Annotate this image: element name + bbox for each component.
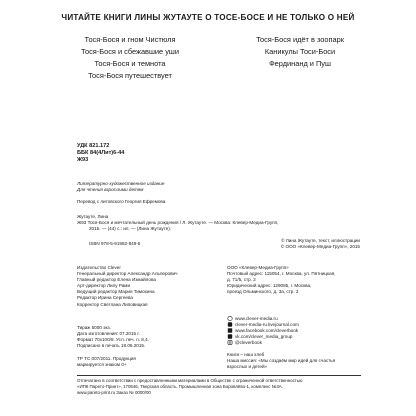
author-mark: Ж93 bbox=[77, 157, 89, 164]
udc-code: УДК 821.172 bbox=[77, 143, 110, 149]
book-title: Фердинанд и Пуш bbox=[269, 59, 331, 68]
instagram-link[interactable]: @cleverbook bbox=[227, 340, 299, 346]
book-title: Тося-Бося и сбежавшие уши bbox=[81, 47, 179, 56]
instagram-icon bbox=[227, 340, 233, 345]
livejournal-link[interactable]: clever-media-ru.livejournal.com bbox=[227, 322, 299, 328]
age-marking: ТР ТС 007/2011. Продукция маркируется знаком 0+ bbox=[77, 356, 136, 368]
facebook-link[interactable]: www.facebook.com/cleverbook bbox=[227, 328, 299, 334]
book-title: Тося-Бося и гном Чистюля bbox=[84, 35, 176, 44]
genre-note: Литературно-художественное издание Для чтения взрослыми детям bbox=[77, 181, 165, 193]
footer-divider bbox=[77, 375, 361, 376]
classification-codes bbox=[77, 143, 124, 165]
publisher-staff: Издательство Clever Генеральный директор Александр Альперович Главный редактор Елена Измайлова Арт-директор Лилу Рами Ведущий редактор Мария Тимохина Редактор Ирина Сергеева Корректор Светлана Липовицкая bbox=[77, 265, 178, 307]
printing-house-note: Отпечатано в соответствии с предоставленными материалами в Обществе с ограниченной ответственностью «ИПК Парето-Принт», 170546, Тверская область, Промышленная зона Боровлёво-1, комплекс №3А. www.pareto-print.ru Заказ № 0000/00 bbox=[77, 378, 303, 396]
copyright-block: © Лина Жутауте, текст, иллюстрации © ООО «Клевер-Медиа-Групп», 2015 bbox=[280, 238, 360, 250]
catalog-card: Жутауте, Лина Ж93 Тося-Бося и мечтательный день рождения / Л. Жутауте. — Москва: Клевер-Медиа-Групп, 2015. — (44) с.: ил. — (Лина Жутауте). bbox=[77, 214, 279, 232]
lj-icon bbox=[227, 322, 233, 327]
series-heading: ЧИТАЙТЕ КНИГИ ЛИНЫ ЖУТАУТЕ О ТОСЕ-БОСЕ И НЕ ТОЛЬКО О НЕЙ bbox=[61, 13, 355, 22]
publisher-address: ООО «Клевер-Медиа-Групп» Почтовый адрес: 115054, г. Москва, ул. Пятницкая, д. 71/5, стр. 2 Юридический адрес: 129085, г. Москва, проезд Ольминского, д. 3а, стр. 3 bbox=[227, 265, 336, 295]
globe-icon bbox=[227, 316, 233, 321]
website-link[interactable]: www.clever-media.ru bbox=[227, 316, 299, 322]
vk-icon bbox=[227, 334, 233, 339]
bbk-code: ББК 84(4Лит)6-44 bbox=[77, 150, 125, 157]
book-title: Тося-Бося идёт в зоопарк bbox=[256, 35, 344, 44]
mission-statement: Книги – наш хлеб Наша миссия: «Мы создаём мир идей для счастья взрослых и детей» bbox=[227, 352, 336, 370]
print-details: Тираж 5000 экз. Дата изготовления: 07.2015 г. Формат 70х100/8. Усл. печ. л. 8,4. Подписано в печать 18.06.2015. bbox=[77, 325, 149, 349]
book-list-right bbox=[210, 34, 390, 70]
book-list-left bbox=[40, 34, 220, 82]
isbn: ISBN 978-5-91982-849-5 bbox=[89, 241, 141, 246]
book-title: Каникулы Тоси-Боси bbox=[264, 47, 336, 56]
translator-note: Перевод с литовского Георгия Ефремова bbox=[77, 199, 166, 204]
book-title: Тося-Бося путешествует bbox=[88, 71, 172, 80]
book-title: Тося-Бося и темнота bbox=[94, 59, 166, 68]
vk-link[interactable]: vk.com/clever_media_group bbox=[227, 334, 299, 340]
web-links bbox=[227, 316, 299, 346]
facebook-icon bbox=[227, 328, 233, 333]
